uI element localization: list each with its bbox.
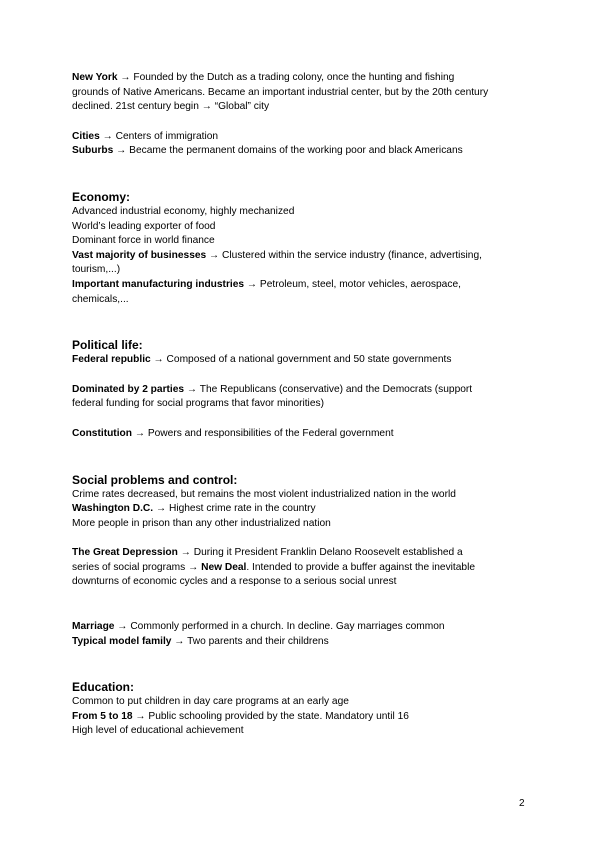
manufacturing-cont: chemicals,...: [72, 293, 129, 305]
prison-line: More people in prison than any other industrialized nation: [72, 517, 331, 529]
def-new-york: → Founded by the Dutch as a trading colony, once the hunting and fishing: [117, 72, 455, 83]
def-from-5-to-18: → Public schooling provided by the state. Mandatory until 16: [132, 710, 409, 722]
term-parties: Dominated by 2 parties: [72, 383, 185, 395]
term-suburbs: Suburbs: [72, 145, 114, 157]
cities-line: [72, 130, 542, 145]
washington-line: [72, 502, 542, 517]
term-manufacturing: Important manufacturing industries: [72, 278, 245, 290]
economy-line-1: Advanced industrial economy, highly mechanized: [72, 205, 295, 217]
economy-line-3: Dominant force in world finance: [72, 235, 215, 247]
term-washington: Washington D.C.: [72, 503, 154, 515]
model-family-line: [72, 635, 542, 650]
achievement-line: High level of educational achievement: [72, 725, 244, 737]
gd-cont-b: . Intended to provide a buffer against the inevitable: [246, 561, 476, 573]
def-manufacturing: → Petroleum, steel, motor vehicles, aerospace,: [244, 278, 461, 290]
term-cities: Cities: [72, 130, 100, 142]
def-model-family: → Two parents and their childrens: [171, 635, 329, 647]
term-from-5-to-18: From 5 to 18: [72, 710, 133, 722]
manufacturing-line: [72, 278, 542, 293]
gd-cont-a: series of social programs →: [72, 561, 202, 573]
economy-line-2: World’s leading exporter of food: [72, 220, 216, 232]
term-federal-republic: Federal republic: [72, 354, 151, 366]
marriage-line: [72, 620, 542, 635]
great-depression-cont-1: [72, 561, 542, 576]
social-heading: Social problems and control:: [72, 472, 238, 487]
def-marriage: → Commonly performed in a church. In decline. Gay marriages common: [114, 621, 445, 633]
new-york-cont-2: declined. 21st century begin → “Global” city: [72, 101, 270, 113]
def-washington: → Highest crime rate in the country: [153, 503, 316, 515]
vast-majority-line: [72, 249, 542, 264]
term-great-depression: The Great Depression: [72, 547, 178, 559]
term-vast-majority: Vast majority of businesses: [72, 249, 207, 261]
crime-line: Crime rates decreased, but remains the most violent industrialized nation in the world: [72, 488, 456, 500]
new-york-line: [72, 71, 542, 86]
constitution-line: [72, 427, 542, 442]
def-constitution: → Powers and responsibilities of the Federal government: [131, 427, 394, 439]
def-vast-majority: → Clustered within the service industry (finance, advertising,: [206, 249, 482, 261]
economy-heading: Economy:: [72, 189, 131, 204]
schooling-line: [72, 710, 542, 725]
political-heading: Political life:: [72, 338, 143, 353]
education-heading: Education:: [72, 680, 134, 695]
daycare-line: Common to put children in day care programs at an early age: [72, 696, 349, 708]
vast-majority-cont: tourism,...): [72, 264, 121, 276]
def-federal-republic: → Composed of a national government and 50 state governments: [150, 354, 452, 366]
great-depression-cont-2: downturns of economic cycles and a response to a serious social unrest: [72, 576, 397, 588]
def-great-depression: → During it President Franklin Delano Roosevelt established a: [177, 547, 463, 559]
federal-republic-line: [72, 353, 542, 368]
term-marriage: Marriage: [72, 621, 115, 633]
page-content: [72, 71, 542, 739]
def-suburbs: → Became the permanent domains of the working poor and black Americans: [113, 145, 463, 157]
parties-line: [72, 383, 542, 398]
def-parties: → The Republicans (conservative) and the Democrats (support: [184, 383, 473, 395]
page-number: 2: [519, 798, 525, 809]
suburbs-line: [72, 144, 542, 159]
new-york-cont-1: grounds of Native Americans. Became an important industrial center, but by the 20th century: [72, 86, 489, 98]
parties-cont: federal funding for social programs that favor minorities): [72, 398, 324, 410]
term-new-york: New York: [72, 72, 118, 83]
term-constitution: Constitution: [72, 427, 132, 439]
def-cities: → Centers of immigration: [99, 130, 219, 142]
term-new-deal: New Deal: [201, 561, 247, 573]
great-depression-line: [72, 546, 542, 561]
term-model-family: Typical model family: [72, 635, 172, 647]
